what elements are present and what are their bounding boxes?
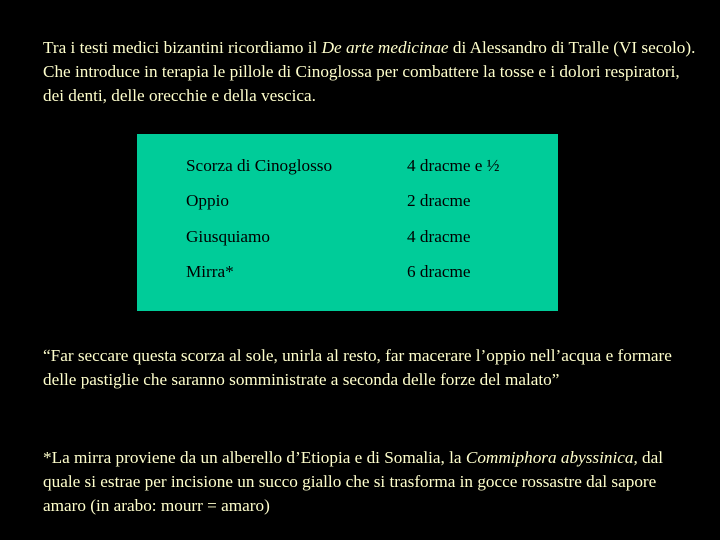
ingredient-name: Mirra* xyxy=(186,262,234,281)
footnote-text-before: *La mirra proviene da un alberello d’Etiopia e di Somalia, la xyxy=(43,448,466,467)
recipe-row xyxy=(137,261,558,283)
ingredient-name: Giusquiamo xyxy=(186,227,271,246)
footnote-paragraph xyxy=(43,446,703,518)
footnote-text-after: , dal quale si estrae per incisione un succo giallo che si trasforma in gocce rossastre dal sapore amaro (in arabo: mourr = amaro) xyxy=(43,448,664,515)
ingredient-quantity: 2 dracme xyxy=(407,191,471,210)
ingredient-quantity: 4 dracme xyxy=(407,227,471,246)
recipe-quote: “Far seccare questa scorza al sole, unirla al resto, far macerare l’oppio nell’acqua e formare delle pastiglie che saranno somministrate a seconda delle forze del malato” xyxy=(43,346,672,389)
recipe-table xyxy=(137,134,558,311)
intro-text-before: Tra i testi medici bizantini ricordiamo il xyxy=(43,38,322,57)
species-name: Commiphora abyssinica xyxy=(465,448,634,467)
ingredient-quantity: 6 dracme xyxy=(407,262,471,281)
intro-text-after: di Alessandro di Tralle (VI secolo). Che introduce in terapia le pillole di Cinoglossa per combattere la tosse e i dolori respiratori, dei denti, delle orecchie e della vescica. xyxy=(43,38,696,105)
intro-book-title: De arte medicinae xyxy=(321,38,449,57)
ingredient-quantity: 4 dracme e ½ xyxy=(407,156,500,175)
recipe-row xyxy=(137,190,558,212)
ingredient-name: Scorza di Cinoglosso xyxy=(186,156,333,175)
recipe-row xyxy=(137,155,558,177)
ingredient-name: Oppio xyxy=(186,191,229,210)
intro-paragraph xyxy=(43,36,703,108)
recipe-row xyxy=(137,226,558,248)
